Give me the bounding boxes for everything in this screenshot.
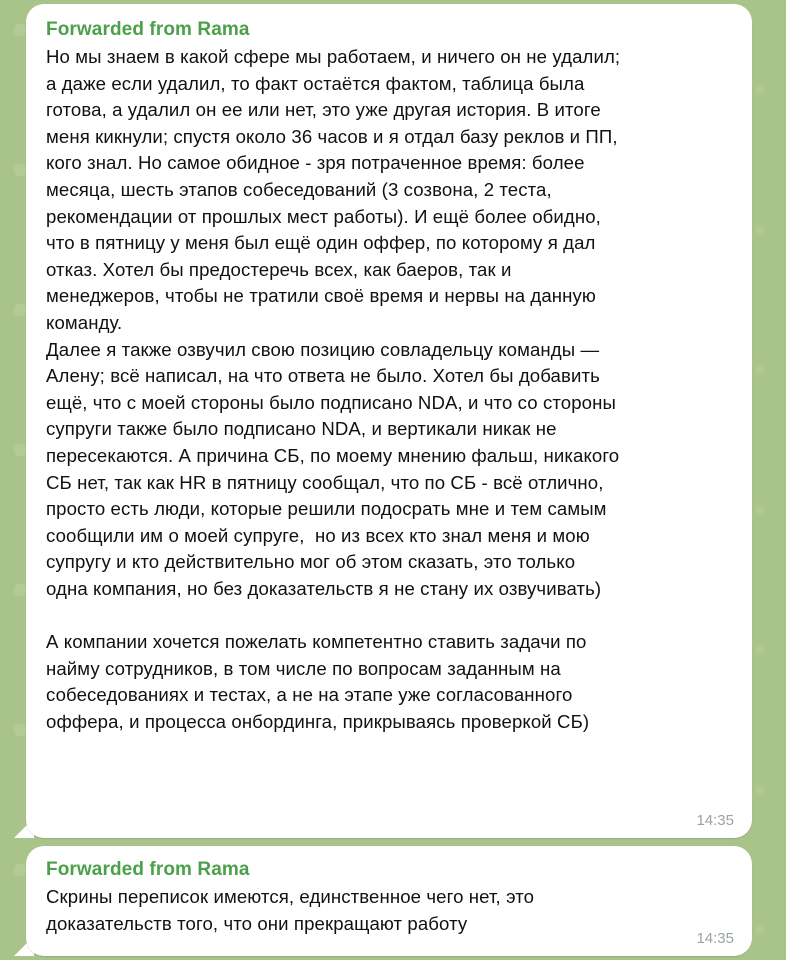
- forwarded-from-label[interactable]: Forwarded from Rama: [46, 859, 250, 880]
- message-bubble[interactable]: [26, 846, 752, 956]
- message-text: Скрины переписок имеются, единственное чего нет, это доказательств того, что они прекращают работу: [46, 886, 535, 934]
- message-bubble[interactable]: [26, 4, 752, 838]
- forwarded-from-label[interactable]: Forwarded from Rama: [46, 19, 250, 40]
- message-timestamp: 14:35: [696, 812, 734, 829]
- message-timestamp: 14:35: [696, 930, 734, 947]
- message-text: Но мы знаем в какой сфере мы работаем, и ничего он не удалил; а даже если удалил, то факт остаётся фактом, таблица была готова, а удалил он ее или нет, это уже другая история. В итоге меня кикнули; спустя около 36 часов и я отдал базу реклов и ПП, кого знал. Но самое обидное - зря потраченное время: более месяца, шесть этапов собеседований (3 созвона, 2 теста, рекомендации от прошлых мест работы). И ещё более обидно, что в пятницу у меня был ещё один оффер, по которому я дал отказ. Хотел бы предостеречь всех, как баеров, так и менеджеров, чтобы не тратили своё время и нервы на данную команду. Далее я также озвучил свою позицию совладельцу команды — Алену; всё написал, на что ответа не было. Хотел бы добавить ещё, что с моей стороны было подписано NDA, и что со стороны супруги также было подписано NDA, и вертикали никак не пересекаются. А причина СБ, по моему мнению фальш, никакого СБ нет, так как HR в пятницу сообщал, что по СБ - всё отлично, просто есть люди, которые решили подосрать мне и тем самым сообщили им о моей супруге, но из всех кто знал меня и мою супругу и кто действительно мог об этом сказать, это только одна компания, но без доказательств я не стану их озвучивать) А компании хочется пожелать компетентно ставить задачи по найму сотрудников, в том числе по вопросам заданным на собеседованиях и тестах, а не на этапе уже согласованного оффера, и процесса онбординга, прикрываясь проверкой СБ): [46, 46, 621, 732]
